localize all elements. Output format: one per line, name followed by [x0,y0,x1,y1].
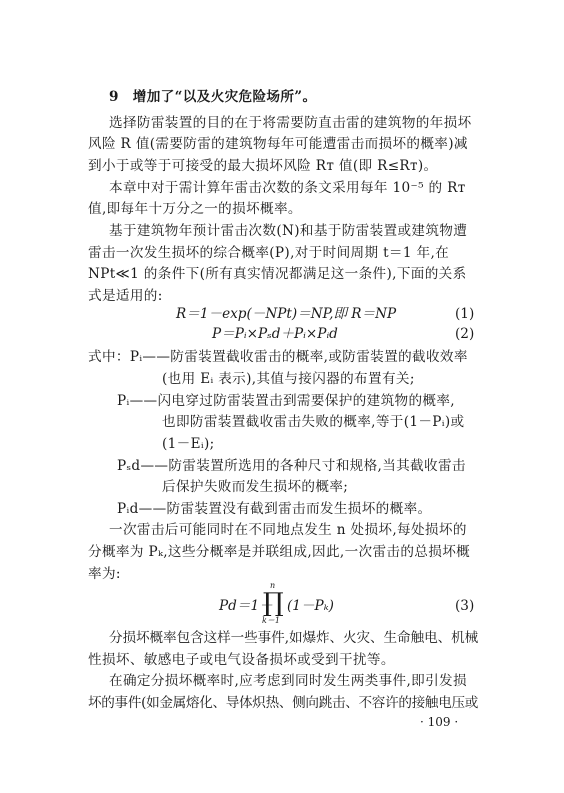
paragraph-line: 风险 R 值(需要防雷的建筑物每年可能遭雷击而损坏的概率)减 [88,136,468,152]
paragraph-line: 性损坏、敏感电子或电气设备损坏或受到干扰等。 [88,652,395,668]
product-symbol: ∏ [263,588,284,618]
paragraph-line: 本章中对于需计算年雷击次数的条文采用每年 10⁻⁵ 的 Rᴛ [109,180,466,196]
paragraph-line: 雷击一次发生损坏的综合概率(P),对于时间周期 t＝1 年,在 [88,245,450,261]
definition-line: 式中：Pᵢ——防雷装置截收雷击的概率,或防雷装置的截收效率 [88,349,468,365]
paragraph-line: 在确定分损坏概率时,应考虑到同时发生两类事件,即引发损 [109,673,467,689]
paragraph-line: 选择防雷装置的目的在于将需要防直击雷的建筑物的年损坏 [109,115,472,131]
paragraph-line: NPt≪1 的条件下(所有真实情况都满足这一条件),下面的关系 [88,266,467,282]
equation-1-number: (1) [455,306,475,322]
equation-3-left: Pd＝1－ [219,598,273,614]
definition-line: Pᵢ——闪电穿过防雷装置击到需要保护的建筑物的概率, [117,393,455,409]
paragraph-line: 坏的事件(如金属熔化、导体炽热、侧向跳击、不容许的接触电压或 [88,695,479,711]
equation-2: P＝Pᵢ×Pₛd＋Pᵢ×Pᵢd [212,326,338,342]
definition-line: (1－Eᵢ); [162,436,215,452]
definition-line: 后保护失败而发生损坏的概率; [162,479,349,495]
paragraph-line: 到小于或等于可接受的最大损坏风险 Rᴛ 值(即 R≤Rᴛ)。 [88,158,438,174]
equation-2-number: (2) [455,326,475,342]
definition-line: 也即防雷装置截收雷击失败的概率,等于(1－Pᵢ)或 [162,414,465,430]
definition-line: Pᵢd——防雷装置没有截到雷击而发生损坏的概率。 [117,501,432,517]
definition-line: Pₛd——防雷装置所选用的各种尺寸和规格,当其截收雷击 [117,458,466,474]
definition-line: (也用 Eᵢ 表示),其值与接闪器的布置有关; [162,371,415,387]
product-lower-limit: k＝1 [262,616,280,625]
page-number: · 109 · [420,715,459,729]
paragraph-line: 分损坏概率包含这样一些事件,如爆炸、火灾、生命触电、机械 [109,630,479,646]
paragraph-line: 分概率为 Pₖ,这些分概率是并联组成,因此,一次雷击的总损坏概 [88,544,471,560]
paragraph-line: 基于建筑物年预计雷击次数(N)和基于防雷装置或建筑物遭 [109,223,468,239]
equation-1: R＝1－exp(－NPt)＝NP,即 R＝NP [176,306,397,322]
equation-3-number: (3) [455,598,475,614]
equation-3-right: (1－Pₖ) [287,598,334,614]
paragraph-line: 一次雷击后可能同时在不同地点发生 n 处损坏,每处损坏的 [109,522,467,538]
paragraph-line: 率为: [88,566,121,582]
paragraph-line: 式是适用的: [88,288,163,304]
product-upper-limit: n [270,581,276,590]
section-heading: 9 增加了“以及火灾危险场所”。 [109,89,317,105]
paragraph-line: 值,即每年十万分之一的损坏概率。 [88,201,302,217]
